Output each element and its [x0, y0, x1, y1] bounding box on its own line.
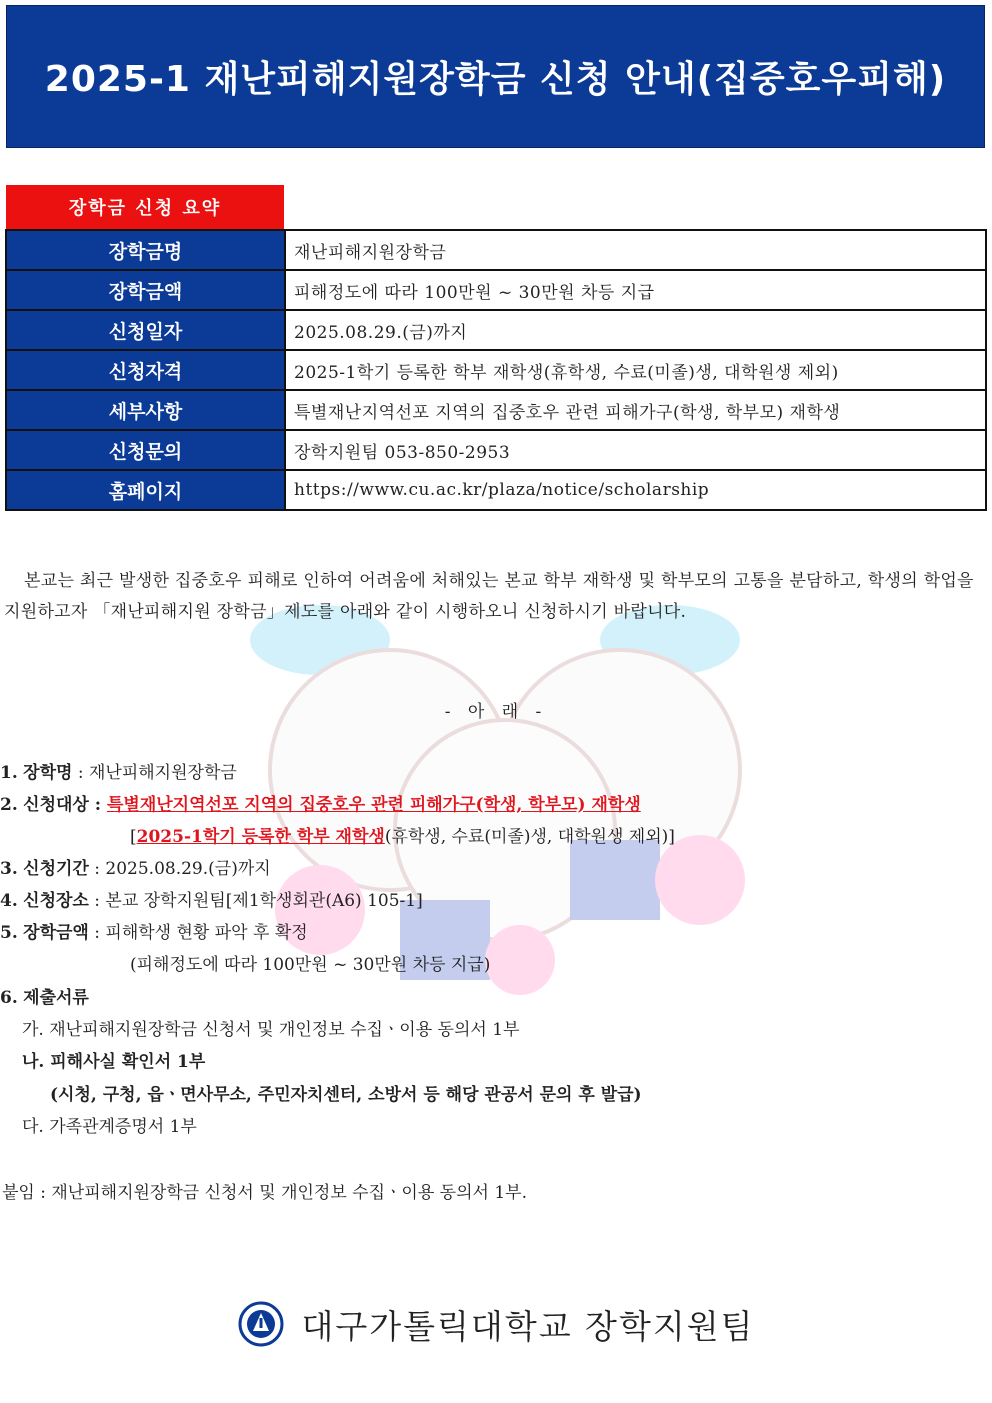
- list-item-sub: [130, 822, 675, 847]
- document-item: 가. 재난피해지원장학금 신청서 및 개인정보 수집ㆍ이용 동의서 1부: [22, 1020, 520, 1040]
- item-separator: :: [88, 859, 106, 879]
- summary-row: [6, 470, 986, 510]
- summary-row: [6, 430, 986, 470]
- summary-value: 재난피해지원장학금: [285, 230, 986, 270]
- item-number: 3.: [0, 859, 18, 879]
- item-label: 장학금액: [23, 923, 89, 943]
- list-item: [0, 790, 641, 815]
- item-separator: :: [88, 923, 106, 943]
- item-label: 신청대상: [23, 795, 89, 815]
- summary-value: 2025.08.29.(금)까지: [285, 310, 986, 350]
- section-heading: - 아 래 -: [444, 702, 548, 722]
- summary-key: 신청자격: [6, 350, 285, 390]
- list-item: [0, 854, 271, 879]
- summary-key: 장학금명: [6, 230, 285, 270]
- item-number: 4.: [0, 891, 18, 911]
- summary-row: [6, 270, 986, 310]
- page-title: 2025-1 재난피해지원장학금 신청 안내(집중호우피해): [44, 59, 947, 100]
- item-label: 제출서류: [23, 988, 89, 1008]
- list-item: [0, 983, 89, 1008]
- item-value: 재난피해지원장학금: [88, 763, 237, 783]
- document-item: 다. 가족관계증명서 1부: [22, 1117, 197, 1137]
- item-number: 2.: [0, 795, 18, 815]
- summary-tab: 장학금 신청 요약: [6, 185, 284, 229]
- item-sub-highlight: 2025-1학기 등록한 학부 재학생: [136, 827, 385, 847]
- summary-key: 신청문의: [6, 430, 285, 470]
- item-separator: :: [72, 763, 89, 783]
- summary-value: 2025-1학기 등록한 학부 재학생(휴학생, 수료(미졸)생, 대학원생 제외): [285, 350, 986, 390]
- item-value: 피해학생 현황 파악 후 확정: [105, 923, 308, 943]
- summary-row: [6, 310, 986, 350]
- item-number: 5.: [0, 923, 18, 943]
- item-separator: :: [88, 795, 107, 815]
- item-sub-rest: (휴학생, 수료(미졸)생, 대학원생 제외)]: [384, 827, 675, 847]
- organization-footer: [0, 1298, 992, 1350]
- item-number: 1.: [0, 763, 18, 783]
- intro-paragraph: 본교는 최근 발생한 집중호우 피해로 인하여 어려움에 처해있는 본교 학부 재학생 및 학부모의 고통을 분담하고, 학생의 학업을 지원하고자 「재난피해지원 장학금」제도를 아래와 같이 시행하오니 신청하시기 바랍니다.: [4, 571, 974, 622]
- summary-row: [6, 350, 986, 390]
- item-value: 2025.08.29.(금)까지: [105, 859, 271, 879]
- item-separator: :: [88, 891, 106, 911]
- item-number: 6.: [0, 988, 18, 1008]
- list-item-sub: (피해정도에 따라 100만원 ~ 30만원 차등 지급): [130, 955, 491, 975]
- item-label: 장학명: [23, 763, 73, 783]
- university-emblem-icon: [238, 1301, 284, 1347]
- summary-value: 피해정도에 따라 100만원 ~ 30만원 차등 지급: [285, 270, 986, 310]
- attachment-note: 붙임 : 재난피해지원장학금 신청서 및 개인정보 수집ㆍ이용 동의서 1부.: [2, 1183, 527, 1203]
- title-banner: [6, 5, 985, 148]
- list-item: [0, 758, 237, 783]
- summary-key: 홈페이지: [6, 470, 285, 510]
- summary-key: 장학금액: [6, 270, 285, 310]
- summary-row: [6, 390, 986, 430]
- summary-value: 장학지원팀 053-850-2953: [285, 430, 986, 470]
- list-item: [0, 886, 423, 911]
- list-item: [0, 918, 308, 943]
- bracket-open: [: [130, 827, 137, 847]
- summary-key: 세부사항: [6, 390, 285, 430]
- item-label: 신청장소: [23, 891, 89, 911]
- summary-row: [6, 230, 986, 270]
- summary-key: 신청일자: [6, 310, 285, 350]
- item-label: 신청기간: [23, 859, 89, 879]
- summary-table: [5, 229, 987, 511]
- item-value-highlight: 특별재난지역선포 지역의 집중호우 관련 피해가구(학생, 학부모) 재학생: [106, 795, 641, 815]
- homepage-link[interactable]: https://www.cu.ac.kr/plaza/notice/scholarship: [285, 470, 986, 510]
- document-item-note: (시청, 구청, 읍ㆍ면사무소, 주민자치센터, 소방서 등 해당 관공서 문의 후 발급): [50, 1085, 642, 1105]
- document-item: 나. 피해사실 확인서 1부: [22, 1052, 206, 1072]
- summary-value: 특별재난지역선포 지역의 집중호우 관련 피해가구(학생, 학부모) 재학생: [285, 390, 986, 430]
- organization-name: 대구가톨릭대학교 장학지원팀: [301, 1306, 755, 1346]
- item-value: 본교 장학지원팀[제1학생회관(A6) 105-1]: [105, 891, 423, 911]
